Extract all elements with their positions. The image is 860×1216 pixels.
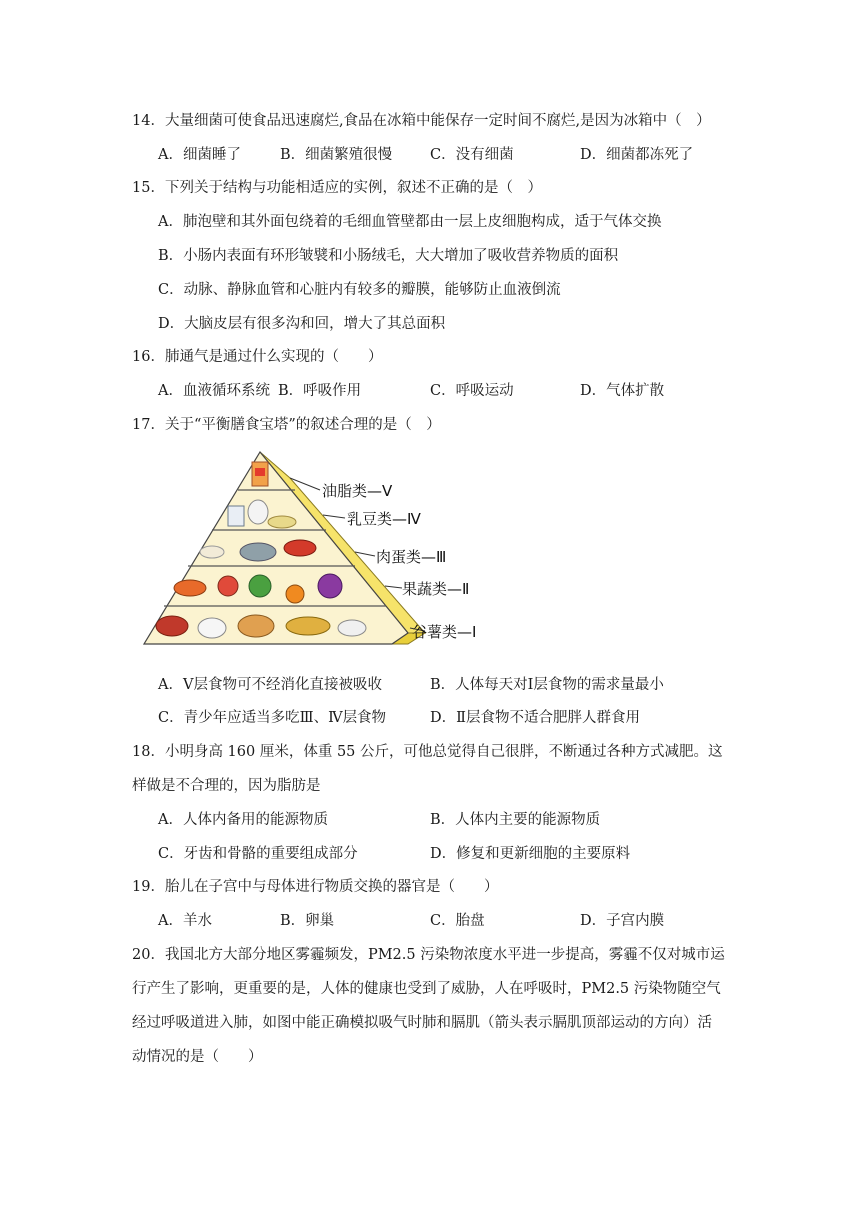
q16-option-b: B．呼吸作用 [278, 383, 362, 399]
q15-option-a: A．肺泡壁和其外面包绕着的毛细血管壁都由一层上皮细胞构成，适于气体交换 [158, 214, 662, 230]
q15-option-d: D．大脑皮层有很多沟和回，增大了其总面积 [158, 316, 446, 332]
food-pyramid-figure [140, 448, 500, 653]
q16-option-d: D．气体扩散 [580, 383, 665, 399]
q19-option-d: D．子宫内膜 [580, 913, 665, 929]
q19-option-c: C．胎盘 [430, 913, 485, 929]
q14-stem: 14．大量细菌可使食品迅速腐烂,食品在冰箱中能保存一定时间不腐烂,是因为冰箱中（ ） [132, 113, 711, 129]
q15-stem: 15．下列关于结构与功能相适应的实例，叙述不正确的是（ ） [132, 180, 542, 196]
q20-stem-line4: 动情况的是（ ） [132, 1049, 263, 1065]
q14-option-d: D．细菌都冻死了 [580, 147, 694, 163]
q20-stem-line1: 20．我国北方大部分地区雾霾频发，PM2.5 污染物浓度水平进一步提高，雾霾不仅对城市运 [132, 947, 725, 963]
q16-stem: 16．肺通气是通过什么实现的（ ） [132, 349, 383, 365]
q20-stem-line2: 行产生了影响，更重要的是，人体的健康也受到了威胁，人在呼吸时，PM2.5 污染物随空气 [132, 981, 721, 997]
q19-option-a: A．羊水 [158, 913, 212, 929]
q19-stem: 19．胎儿在子宫中与母体进行物质交换的器官是（ ） [132, 879, 499, 895]
pyramid-label-i: 谷薯类—Ⅰ [412, 623, 477, 641]
q18-stem-line2: 样做是不合理的，因为脂肪是 [132, 778, 321, 794]
q18-option-b: B．人体内主要的能源物质 [430, 812, 601, 828]
pyramid-label-ii: 果蔬类—Ⅱ [402, 580, 470, 598]
q14-option-a: A．细菌睡了 [158, 147, 241, 163]
q14-option-b: B．细菌繁殖很慢 [280, 147, 393, 163]
pyramid-label-v: 油脂类—Ⅴ [322, 482, 393, 500]
q14-option-c: C．没有细菌 [430, 147, 514, 163]
pyramid-label-iii: 肉蛋类—Ⅲ [376, 548, 447, 566]
q15-option-b: B．小肠内表面有环形皱襞和小肠绒毛，大大增加了吸收营养物质的面积 [158, 248, 619, 264]
q17-option-a: A．Ⅴ层食物可不经消化直接被吸收 [158, 677, 382, 693]
q16-option-a: A．血液循环系统 [158, 383, 270, 399]
q18-option-a: A．人体内备用的能源物质 [158, 812, 328, 828]
q17-option-d: D．Ⅱ层食物不适合肥胖人群食用 [430, 710, 640, 726]
q19-option-b: B．卵巢 [280, 913, 335, 929]
q15-option-c: C．动脉、静脉血管和心脏内有较多的瓣膜，能够防止血液倒流 [158, 282, 561, 298]
pyramid-label-iv: 乳豆类—Ⅳ [347, 510, 421, 528]
q16-option-c: C．呼吸运动 [430, 383, 514, 399]
q18-option-d: D．修复和更新细胞的主要原料 [430, 846, 631, 862]
q18-option-c: C．牙齿和骨骼的重要组成部分 [158, 846, 358, 862]
q17-stem: 17．关于“平衡膳食宝塔”的叙述合理的是（ ） [132, 417, 441, 433]
q17-option-c: C．青少年应适当多吃Ⅲ、Ⅳ层食物 [158, 710, 387, 726]
q17-option-b: B．人体每天对Ⅰ层食物的需求量最小 [430, 677, 664, 693]
q20-stem-line3: 经过呼吸道进入肺，如图中能正确模拟吸气时肺和膈肌（箭头表示膈肌顶部运动的方向）活 [132, 1015, 712, 1031]
q18-stem-line1: 18．小明身高 160 厘米，体重 55 公斤，可他总觉得自己很胖，不断通过各种方式减肥。这 [132, 744, 723, 760]
